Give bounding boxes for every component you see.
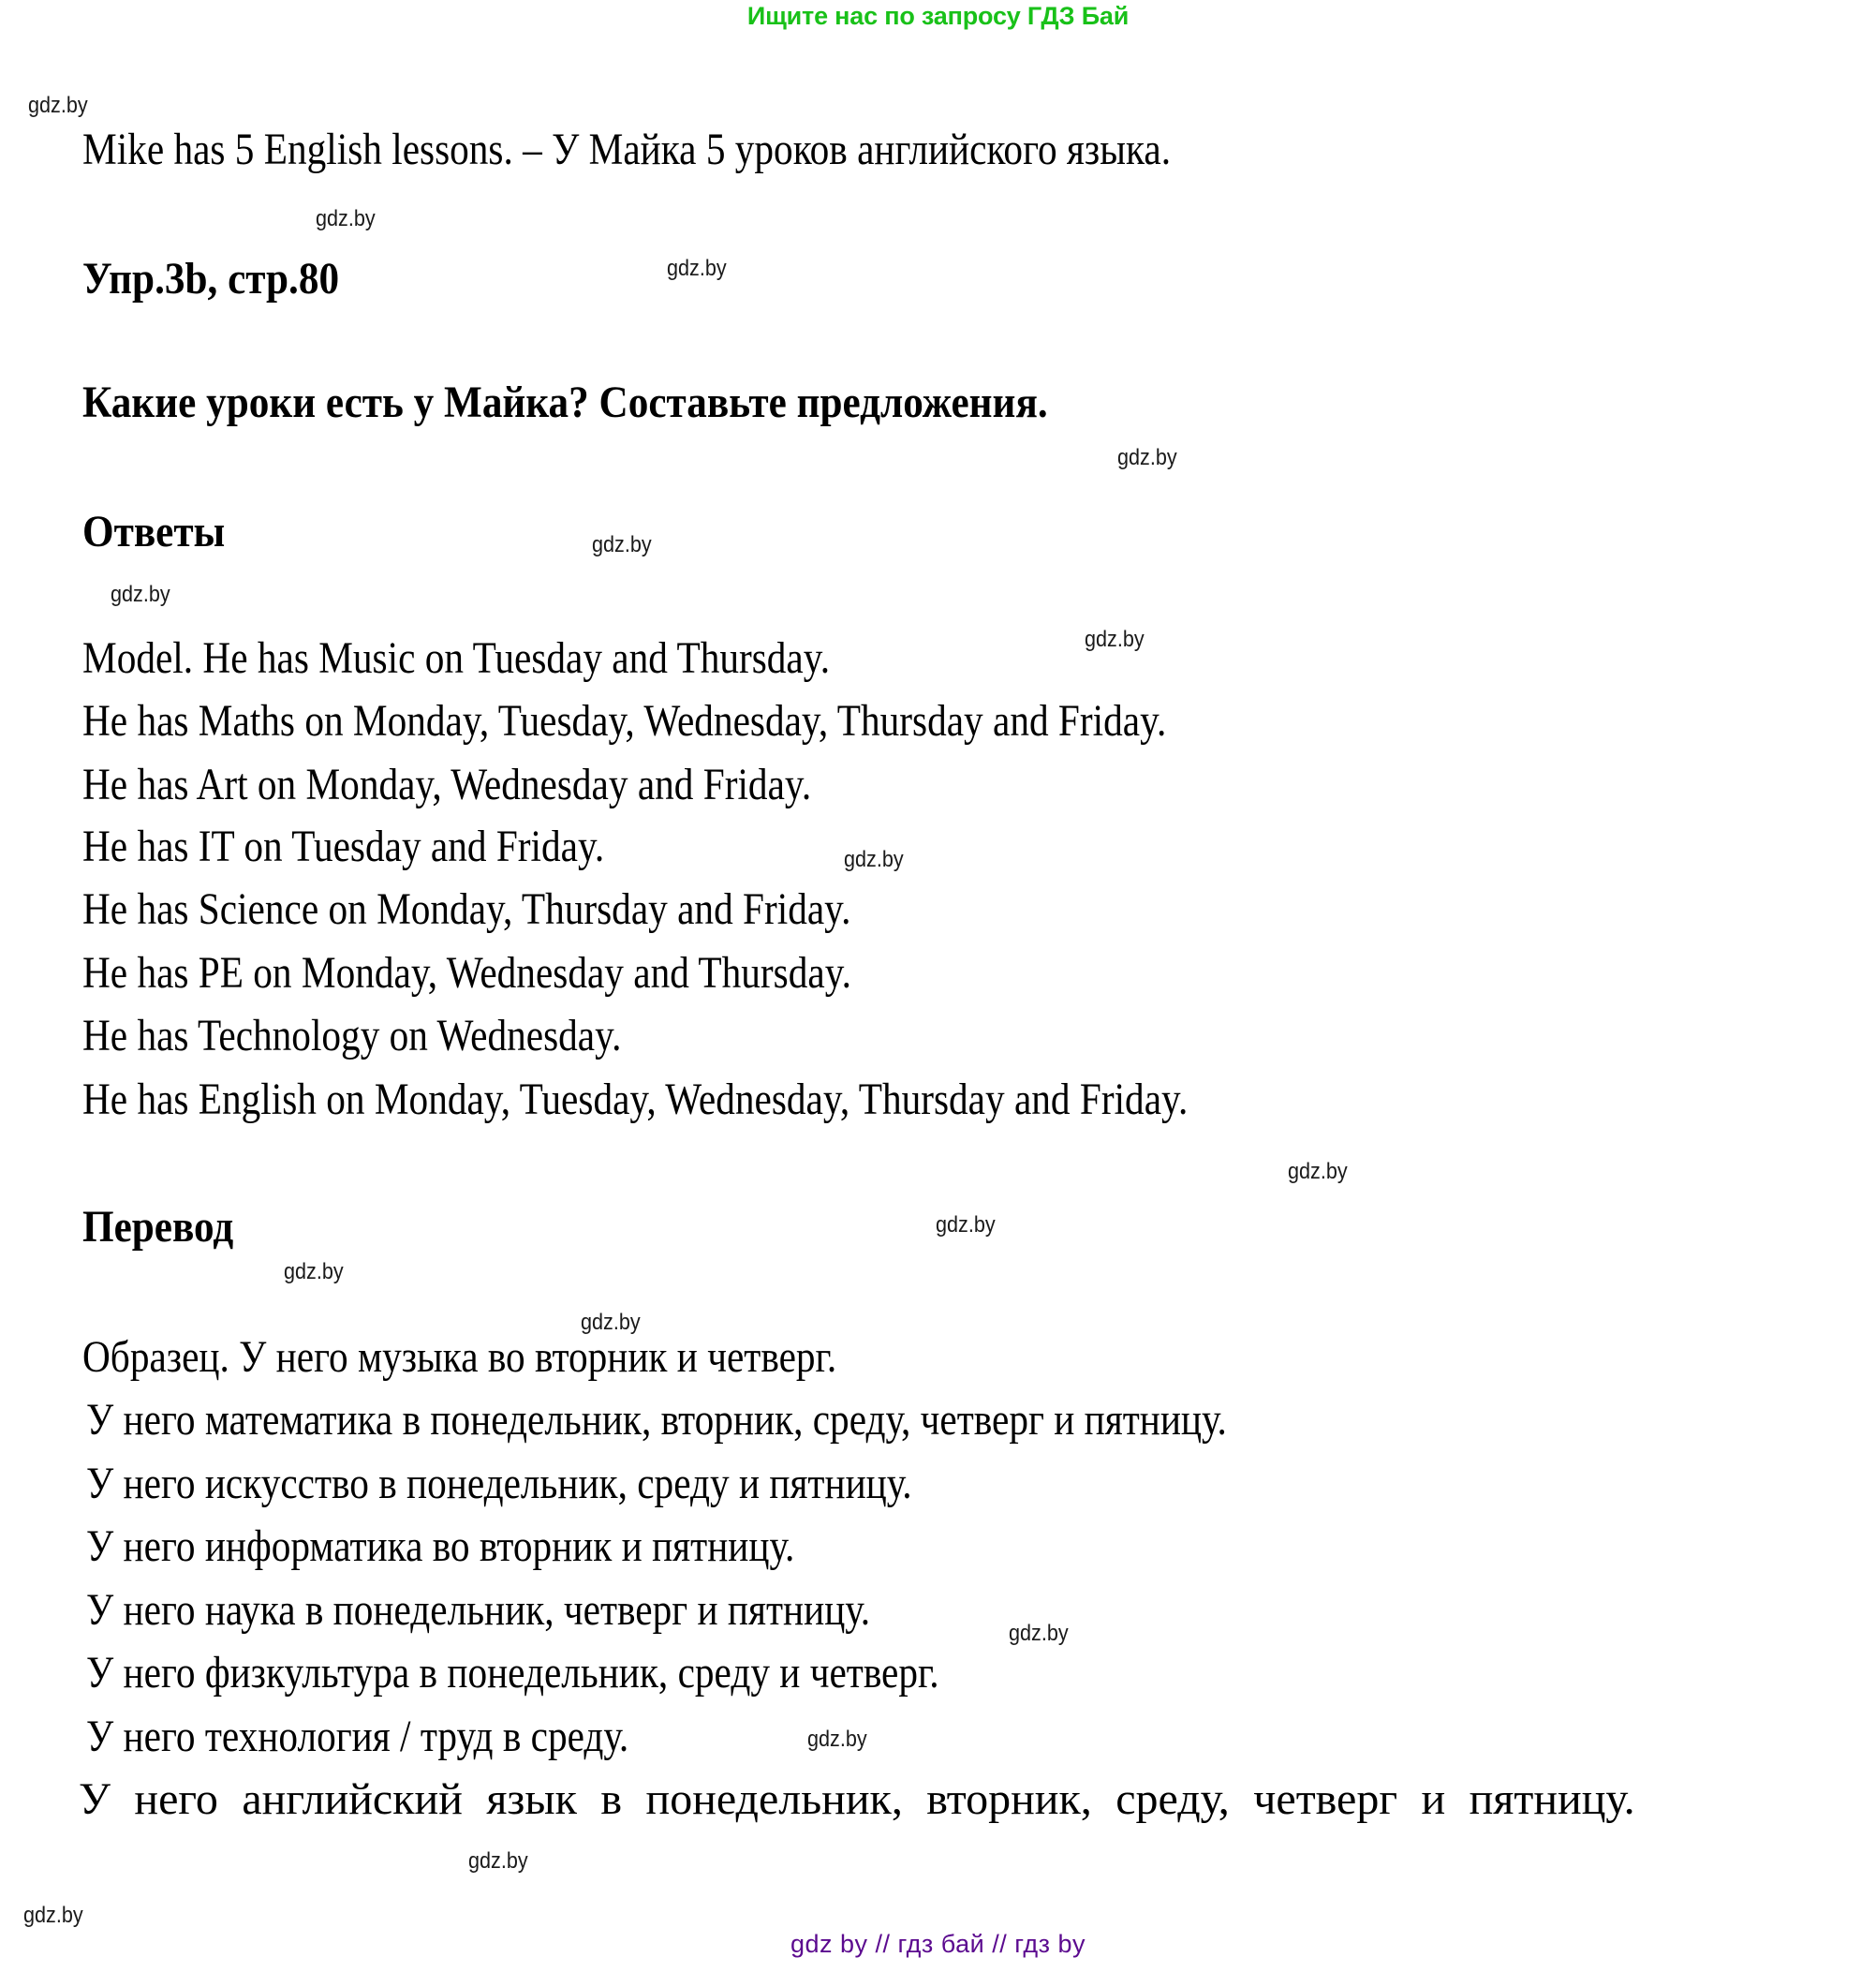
watermark-gdz: gdz.by bbox=[316, 205, 376, 231]
intro-line: Mike has 5 English lessons. – У Майка 5 уроков английского языка. bbox=[82, 125, 1172, 175]
answer-line: He has Science on Monday, Thursday and Friday. bbox=[82, 884, 851, 935]
translation-line: У него физкультура в понедельник, среду и четверг. bbox=[86, 1648, 939, 1698]
answers-heading: Ответы bbox=[82, 506, 226, 556]
watermark-gdz: gdz.by bbox=[936, 1212, 996, 1238]
watermark-gdz: gdz.by bbox=[667, 255, 727, 281]
watermark-gdz: gdz.by bbox=[468, 1847, 528, 1874]
task-heading: Какие уроки есть у Майка? Составьте предложения. bbox=[82, 378, 1048, 428]
watermark-gdz: gdz.by bbox=[1117, 444, 1177, 470]
translation-line: У него информатика во вторник и пятницу. bbox=[86, 1521, 795, 1572]
watermark-gdz: gdz.by bbox=[844, 847, 904, 873]
watermark-gdz: gdz.by bbox=[28, 92, 88, 118]
translation-line: У него искусство в понедельник, среду и пятницу. bbox=[86, 1458, 912, 1508]
answer-line: He has Technology on Wednesday. bbox=[82, 1011, 622, 1061]
watermark-gdz: gdz.by bbox=[111, 581, 170, 607]
watermark-gdz: gdz.by bbox=[23, 1902, 83, 1928]
watermark-gdz: gdz.by bbox=[592, 532, 652, 558]
answer-line: He has Art on Monday, Wednesday and Friday. bbox=[82, 759, 812, 809]
promo-banner: Ищите нас по запросу ГДЗ Бай bbox=[746, 2, 1130, 30]
translation-line: У него математика в понедельник, вторник, среду, четверг и пятницу. bbox=[86, 1395, 1227, 1446]
translation-line: У него технология / труд в среду. bbox=[86, 1711, 629, 1761]
watermark-gdz: gdz.by bbox=[1085, 627, 1145, 653]
answer-line: He has English on Monday, Tuesday, Wednesday, Thursday and Friday. bbox=[82, 1074, 1189, 1124]
answer-line: He has IT on Tuesday and Friday. bbox=[82, 821, 605, 871]
watermark-gdz: gdz.by bbox=[581, 1309, 641, 1335]
translation-line-last: У него английский язык в понедельник, вторник, среду, четверг и пятницу. bbox=[79, 1774, 1635, 1825]
watermark-gdz: gdz.by bbox=[1009, 1620, 1069, 1646]
watermark-gdz: gdz.by bbox=[284, 1258, 344, 1284]
watermark-gdz: gdz.by bbox=[807, 1727, 867, 1753]
translation-line: У него наука в понедельник, четверг и пятницу. bbox=[86, 1584, 871, 1635]
answer-line: He has Maths on Monday, Tuesday, Wednesday, Thursday and Friday. bbox=[82, 696, 1167, 747]
exercise-heading: Упр.3b, стр.80 bbox=[82, 253, 340, 304]
watermark-gdz: gdz.by bbox=[1288, 1159, 1348, 1185]
answer-line: Model. He has Music on Tuesday and Thursday. bbox=[82, 632, 831, 683]
translation-heading: Перевод bbox=[82, 1201, 234, 1252]
answer-line: He has PE on Monday, Wednesday and Thursday. bbox=[82, 947, 851, 998]
translation-line: Образец. У него музыка во вторник и четверг. bbox=[82, 1331, 837, 1382]
footer-links[interactable]: gdz by // гдз бай // гдз by bbox=[790, 1930, 1086, 1958]
